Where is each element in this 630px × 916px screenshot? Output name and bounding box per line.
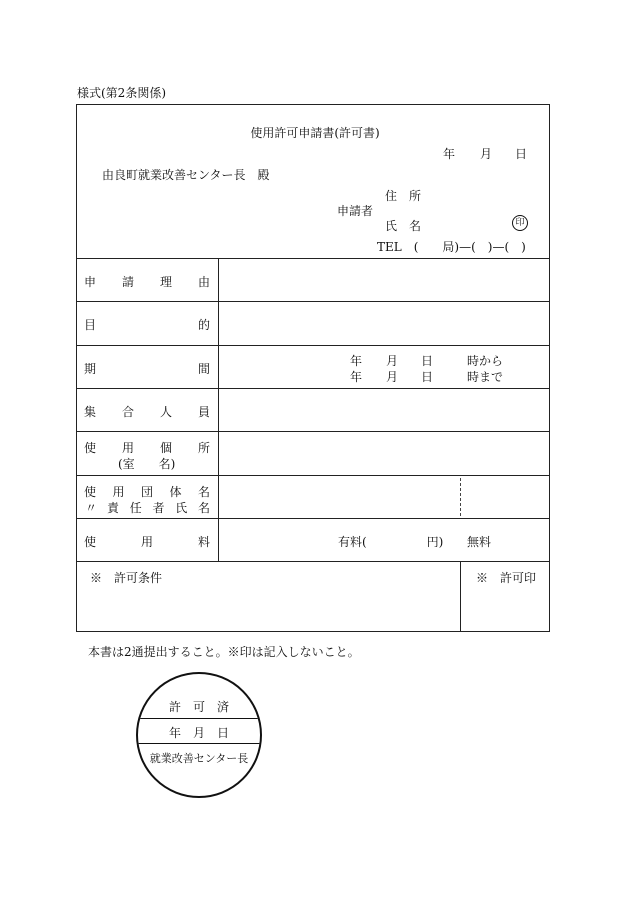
row-divider	[76, 388, 550, 389]
label-char: 体	[169, 485, 182, 499]
row-divider	[76, 258, 550, 259]
label-char: 用	[140, 535, 153, 549]
label-char: 理	[159, 275, 172, 289]
approval-stamp	[136, 672, 262, 798]
fee-paid: 有料( 円)	[338, 535, 444, 549]
responsible-label	[107, 499, 210, 516]
label-char: 料	[197, 535, 210, 549]
label-char: 集	[84, 405, 97, 419]
applicant-label: 申請者	[337, 204, 374, 218]
period-from-day: 日	[421, 354, 434, 368]
permit-seal-label: ※ 許可印	[476, 571, 537, 585]
label-char: 責	[107, 501, 120, 515]
label-char: 請	[121, 275, 134, 289]
date-day: 日	[515, 147, 528, 161]
label-char: 用	[121, 441, 134, 455]
label-char: 使	[84, 441, 97, 455]
date-month: 月	[480, 147, 493, 161]
permit-seal-divider	[460, 561, 461, 632]
label-char: 間	[197, 362, 210, 376]
period-from-year: 年	[350, 354, 363, 368]
period-from-time: 時から	[467, 354, 504, 368]
fee-free: 無料	[467, 535, 492, 549]
row-divider	[76, 561, 550, 562]
stamp-band-line	[138, 718, 260, 719]
label-column-divider	[218, 258, 219, 561]
label-char: 氏	[175, 501, 188, 515]
label-char: 所	[197, 441, 210, 455]
label-char: 名	[197, 501, 210, 515]
stamp-center-name: 就業改善センター長	[149, 752, 249, 765]
label-char: 者	[152, 501, 165, 515]
label-char: 人	[159, 405, 172, 419]
row-divider	[76, 301, 550, 302]
location-label	[84, 439, 210, 456]
label-char: 由	[197, 275, 210, 289]
label-char: 期	[84, 362, 97, 376]
submission-note: 本書は2通提出すること。※印は記入しないこと。	[88, 645, 360, 659]
period-to-day: 日	[421, 370, 434, 384]
period-label	[84, 360, 210, 377]
label-char: 使	[84, 535, 97, 549]
label-char: 個	[159, 441, 172, 455]
form-title: 使用許可申請書(許可書)	[250, 126, 380, 140]
stamp-approved-text: 許 可 済	[168, 700, 229, 714]
stamp-date-text: 年 月 日	[168, 726, 229, 740]
room-name-label: (室 名)	[118, 457, 176, 471]
label-char: 申	[84, 275, 97, 289]
ditto-mark: 〃	[85, 501, 98, 515]
period-to-year: 年	[350, 370, 363, 384]
row-divider	[76, 475, 550, 476]
fee-label	[84, 533, 210, 550]
applicant-tel: TEL ( 局)—( )—( )	[377, 240, 526, 254]
reason-label	[84, 273, 210, 290]
label-char: 使	[84, 485, 97, 499]
label-char: 任	[129, 501, 142, 515]
attendees-label	[84, 403, 210, 420]
seal-mark-icon: 印	[512, 215, 528, 231]
purpose-label	[84, 316, 210, 333]
label-char: 合	[121, 405, 134, 419]
label-char: 名	[197, 485, 210, 499]
period-from-month: 月	[386, 354, 399, 368]
applicant-address-label: 住 所	[385, 189, 422, 203]
label-char: 的	[197, 318, 210, 332]
form-style-label: 様式(第2条関係)	[77, 86, 166, 100]
date-year: 年	[443, 147, 456, 161]
row-divider	[76, 518, 550, 519]
period-to-time: 時まで	[467, 370, 504, 384]
label-char: 団	[140, 485, 153, 499]
permit-conditions-label: ※ 許可条件	[90, 571, 163, 585]
applicant-name-label: 氏 名	[385, 219, 422, 233]
group-name-label	[84, 483, 210, 500]
period-to-month: 月	[386, 370, 399, 384]
label-char: 目	[84, 318, 97, 332]
row-divider	[76, 345, 550, 346]
group-row-dashed-divider	[460, 478, 461, 516]
label-char: 員	[197, 405, 210, 419]
stamp-band-line	[138, 743, 260, 744]
label-char: 用	[112, 485, 125, 499]
addressee: 由良町就業改善センター長 殿	[102, 168, 270, 182]
row-divider	[76, 431, 550, 432]
